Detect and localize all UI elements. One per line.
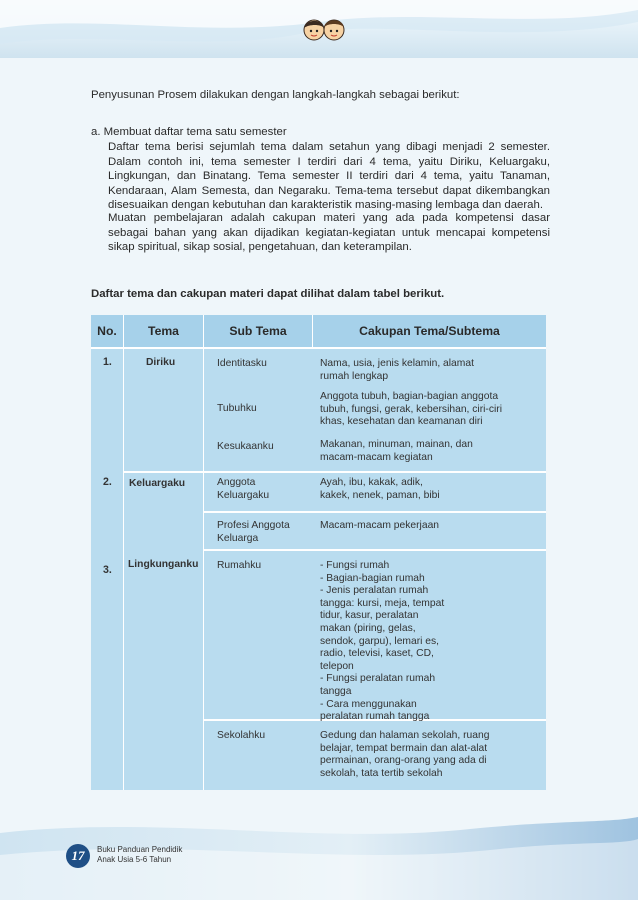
table-intro-text: Daftar tema dan cakupan materi dapat dilihat dalam tabel berikut. — [91, 288, 445, 300]
theme-number: 2. — [103, 476, 112, 488]
subtema-cell: Kesukaanku — [217, 441, 274, 452]
cakupan-cell: Gedung dan halaman sekolah, ruang belajar, tempat bermain dan alat-alat permainan, orang-orang yang ada di sekolah, tata tertib sekolah — [320, 730, 490, 779]
step-a-paragraph-2: Muatan pembelajaran adalah cakupan materi yang ada pada kompetensi dasar sebagai bahan yang akan dijadikan kegiatan-kegiatan untuk mencapai kompetensi sikap spiritual, sikap sosial, pengetahuan, dan keterampilan. — [108, 212, 550, 254]
subtema-cell: Anggota Keluargaku — [217, 477, 270, 501]
tema-cell-rest — [124, 473, 203, 790]
header-subtema: Sub Tema — [204, 315, 312, 347]
subtema-cell: Tubuhku — [217, 403, 257, 414]
header-no: No. — [91, 315, 123, 347]
subtema-cell: Profesi Anggota Keluarga — [217, 520, 290, 544]
subtema-cell: Sekolahku — [217, 730, 266, 741]
theme-name: Keluargaku — [129, 478, 186, 489]
theme-name: Lingkunganku — [128, 559, 199, 570]
subtema-cell: Rumahku — [217, 560, 262, 571]
step-a-paragraph-1: Daftar tema berisi sejumlah tema dalam setahun yang dibagi menjadi 2 semester. Dalam contoh ini, tema semester I terdiri dari 4 tema, yaitu Diriku, Keluargaku, Lingkungan, dan Binatang. Tema semester II terdiri dari 4 tema, yaitu Tanaman, Kendaraan, Alam Semesta, dan Negaraku. Tema-tema tersebut dapat dikembangkan disesuaikan dengan kebutuhan dan karakteristik masing-masing lembaga dan daerah. — [108, 141, 550, 212]
intro-text: Penyusunan Prosem dilakukan dengan langkah-langkah sebagai berikut: — [91, 89, 460, 101]
cakupan-cell: Anggota tubuh, bagian-bagian anggota tubuh, fungsi, gerak, kebersihan, ciri-ciri khas, kesehatan dan keamanan diri — [320, 391, 502, 428]
cakupan-cell: Ayah, ibu, kakak, adik, kakek, nenek, paman, bibi — [320, 477, 440, 501]
cakupan-cell: Makanan, minuman, mainan, dan macam-macam kegiatan — [320, 439, 473, 463]
theme-number: 3. — [103, 564, 112, 576]
footer-book-title: Buku Panduan Pendidik Anak Usia 5-6 Tahun — [97, 845, 183, 865]
header-tema: Tema — [124, 315, 203, 347]
header-cakupan: Cakupan Tema/Subtema — [313, 315, 546, 347]
page-number-badge: 17 — [66, 844, 90, 868]
step-a-heading: a. Membuat daftar tema satu semester — [91, 126, 287, 138]
cakupan-cell: Nama, usia, jenis kelamin, alamat rumah lengkap — [320, 358, 474, 382]
theme-number: 1. — [103, 356, 112, 368]
theme-table — [91, 315, 546, 790]
subtema-cell: Identitasku — [217, 358, 267, 369]
theme-name: Diriku — [146, 357, 176, 368]
cakupan-cell: Macam-macam pekerjaan — [320, 520, 440, 531]
cakupan-cell: - Fungsi rumah - Bagian-bagian rumah - Jenis peralatan rumah tangga: kursi, meja, tempat tidur, kasur, peralatan makan (piring, gelas, sendok, garpu), lemari es, radio, televisi, kaset, CD, telepon - Fungsi peralatan rumah tangga - Cara menggunakan peralatan rumah tangga — [320, 560, 445, 723]
